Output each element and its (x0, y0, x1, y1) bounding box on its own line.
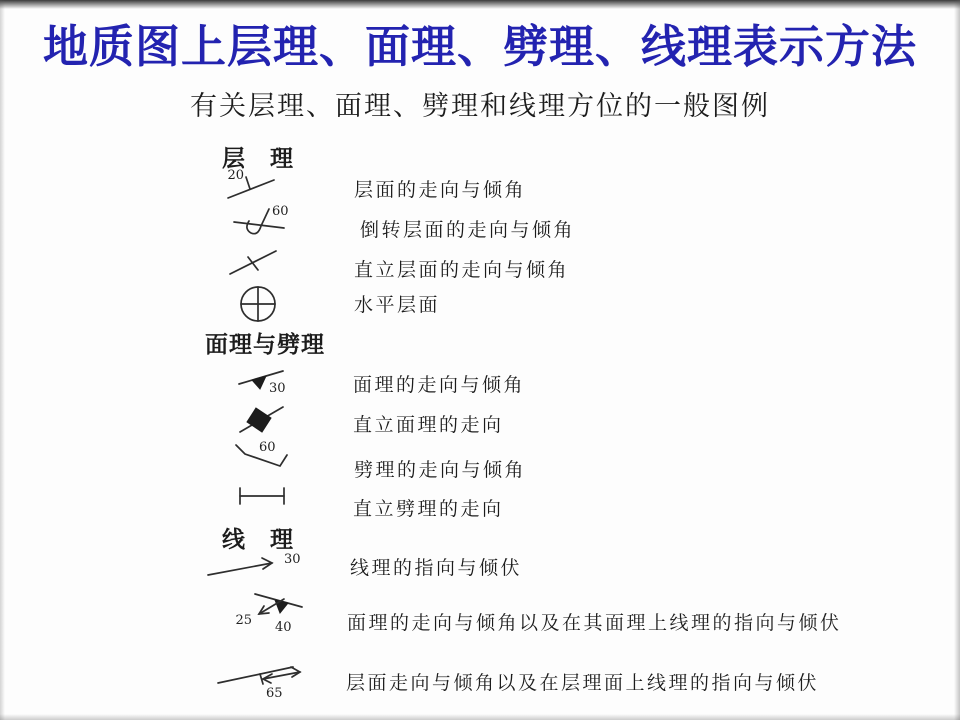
bottom-edge-shadow (0, 714, 960, 720)
legend-row-label: 面理的走向与倾角 (353, 375, 526, 396)
dip-value: 20 (227, 168, 244, 183)
legend-row-label: 线理的指向与倾伏 (350, 558, 523, 579)
legend-row-label: 面理的走向与倾角以及在其面理上线理的指向与倾伏 (347, 613, 842, 634)
bedding-with-lineation-icon (212, 658, 322, 704)
vertical-cleavage-icon (236, 484, 306, 516)
legend-row-label: 层面的走向与倾角 (354, 180, 527, 201)
section-header-foliation-cleavage: 面理与劈理 (205, 332, 325, 357)
top-edge-shadow (0, 0, 960, 9)
plunge-value: 25 (235, 613, 252, 628)
legend-row-label: 直立层面的走向与倾角 (354, 260, 570, 281)
section-header-bedding: 层 理 (222, 146, 294, 171)
legend-row-label: 层面走向与倾角以及在层理面上线理的指向与倾伏 (346, 673, 820, 694)
dip-value: 60 (259, 440, 276, 455)
dip-value: 40 (275, 620, 292, 635)
legend-row-label: 直立劈理的走向 (353, 499, 504, 520)
slide-subtitle: 有关层理、面理、劈理和线理方位的一般图例 (190, 91, 770, 121)
vertical-foliation-icon (230, 398, 340, 443)
dip-value: 60 (272, 204, 289, 219)
horizontal-bedding-icon (228, 283, 292, 325)
slide-title: 地质图上层理、面理、劈理、线理表示方法 (42, 22, 917, 72)
foliation-with-lineation-icon (230, 588, 340, 638)
lineation-plunge-icon (205, 548, 315, 588)
legend-row-label: 直立面理的走向 (353, 415, 504, 436)
section-header-lineation: 线 理 (222, 527, 294, 552)
foliation-strike-dip-icon (230, 358, 340, 403)
plunge-value: 30 (284, 552, 301, 567)
legend-row-label: 倒转层面的走向与倾角 (360, 220, 576, 241)
cleavage-strike-dip-icon (232, 438, 312, 480)
dip-value: 30 (269, 381, 286, 396)
dip-value: 65 (266, 686, 283, 701)
legend-row-label: 劈理的走向与倾角 (354, 460, 527, 481)
legend-row-label: 水平层面 (354, 295, 441, 316)
